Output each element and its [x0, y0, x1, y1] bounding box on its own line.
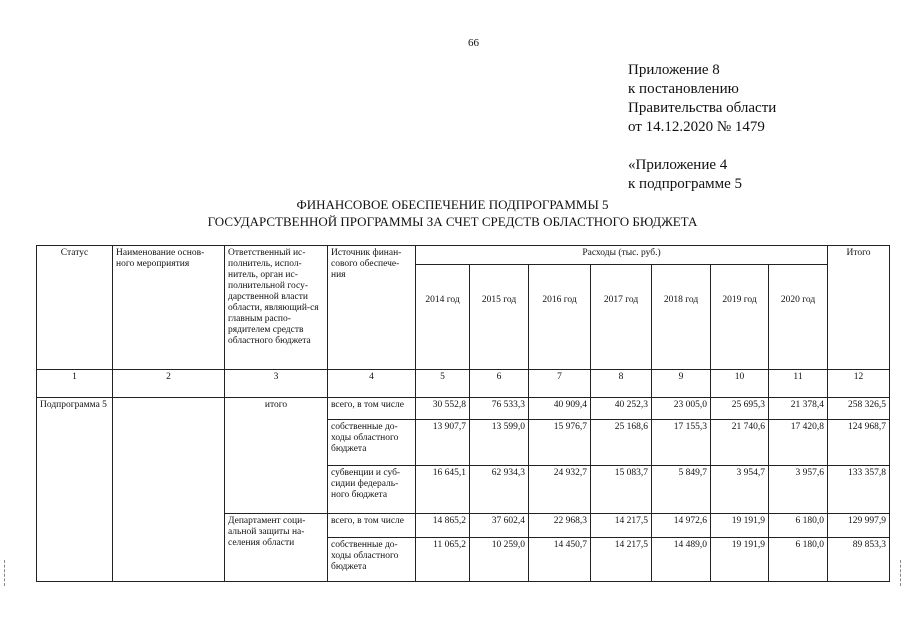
document-title	[0, 196, 905, 230]
scan-margin-mark	[4, 560, 6, 586]
source-cell: собственные до-ходы областного бюджета	[328, 538, 416, 582]
financing-table	[36, 245, 890, 582]
column-number: 1	[37, 370, 113, 398]
value-cell: 14 865,2	[416, 514, 470, 538]
status-cell: Подпрограмма 5	[37, 398, 113, 582]
value-cell: 13 599,0	[470, 420, 529, 466]
value-cell: 23 005,0	[652, 398, 711, 420]
value-cell: 3 954,7	[711, 466, 769, 514]
column-number: 7	[529, 370, 591, 398]
value-cell: 40 909,4	[529, 398, 591, 420]
header-year: 2015 год	[470, 265, 529, 370]
value-cell: 40 252,3	[591, 398, 652, 420]
source-cell: всего, в том числе	[328, 514, 416, 538]
column-number: 11	[769, 370, 828, 398]
column-number: 6	[470, 370, 529, 398]
value-cell: 11 065,2	[416, 538, 470, 582]
value-cell: 14 450,7	[529, 538, 591, 582]
column-number-row	[37, 370, 890, 398]
header-total: Итого	[828, 246, 890, 370]
header-year: 2018 год	[652, 265, 711, 370]
column-number: 10	[711, 370, 769, 398]
value-cell: 6 180,0	[769, 514, 828, 538]
column-number: 4	[328, 370, 416, 398]
title-line-2: ГОСУДАРСТВЕННОЙ ПРОГРАММЫ ЗА СЧЕТ СРЕДСТВ ОБЛАСТНОГО БЮДЖЕТА	[207, 214, 698, 229]
header-source: Источник финан-сового обеспече-ния	[328, 246, 416, 370]
value-cell: 15 976,7	[529, 420, 591, 466]
column-number: 9	[652, 370, 711, 398]
header-row-1	[37, 246, 890, 265]
total-cell: 89 853,3	[828, 538, 890, 582]
value-cell: 5 849,7	[652, 466, 711, 514]
value-cell: 21 378,4	[769, 398, 828, 420]
value-cell: 10 259,0	[470, 538, 529, 582]
value-cell: 25 695,3	[711, 398, 769, 420]
header-year: 2014 год	[416, 265, 470, 370]
value-cell: 3 957,6	[769, 466, 828, 514]
appendix-sub-line: к подпрограмме 5	[628, 176, 742, 192]
activity-cell	[113, 398, 225, 582]
appendix-sub-line: «Приложение 4	[628, 157, 728, 173]
value-cell: 19 191,9	[711, 538, 769, 582]
source-cell: субвенции и суб-сидии федераль-ного бюджета	[328, 466, 416, 514]
appendix-line: к постановлению	[628, 81, 739, 97]
value-cell: 17 420,8	[769, 420, 828, 466]
value-cell: 14 972,6	[652, 514, 711, 538]
header-activity: Наименование основ-ного мероприятия	[113, 246, 225, 370]
value-cell: 24 932,7	[529, 466, 591, 514]
value-cell: 14 489,0	[652, 538, 711, 582]
appendix-block	[628, 61, 776, 194]
value-cell: 37 602,4	[470, 514, 529, 538]
value-cell: 17 155,3	[652, 420, 711, 466]
source-cell: всего, в том числе	[328, 398, 416, 420]
value-cell: 62 934,3	[470, 466, 529, 514]
appendix-line: Правительства области	[628, 100, 777, 116]
appendix-line: от 14.12.2020 № 1479	[628, 119, 765, 135]
column-number: 5	[416, 370, 470, 398]
executor-cell: итого	[225, 398, 328, 514]
value-cell: 19 191,9	[711, 514, 769, 538]
value-cell: 21 740,6	[711, 420, 769, 466]
column-number: 3	[225, 370, 328, 398]
scan-margin-mark	[900, 560, 902, 586]
header-year: 2020 год	[769, 265, 828, 370]
column-number: 8	[591, 370, 652, 398]
value-cell: 22 968,3	[529, 514, 591, 538]
value-cell: 13 907,7	[416, 420, 470, 466]
executor-cell: Департамент соци-альной защиты на-селения области	[225, 514, 328, 582]
header-year: 2017 год	[591, 265, 652, 370]
table-row	[37, 398, 890, 420]
value-cell: 14 217,5	[591, 514, 652, 538]
title-line-1: ФИНАНСОВОЕ ОБЕСПЕЧЕНИЕ ПОДПРОГРАММЫ 5	[296, 197, 609, 212]
value-cell: 15 083,7	[591, 466, 652, 514]
value-cell: 30 552,8	[416, 398, 470, 420]
header-executor: Ответственный ис-полнитель, испол-нитель, орган ис-полнительной госу-дарственной власти области, являющий-ся главным распо-рядителем средств областного бюджета	[225, 246, 328, 370]
column-number: 2	[113, 370, 225, 398]
total-cell: 129 997,9	[828, 514, 890, 538]
appendix-line: Приложение 8	[628, 62, 720, 78]
value-cell: 76 533,3	[470, 398, 529, 420]
value-cell: 14 217,5	[591, 538, 652, 582]
value-cell: 16 645,1	[416, 466, 470, 514]
total-cell: 133 357,8	[828, 466, 890, 514]
header-year: 2019 год	[711, 265, 769, 370]
total-cell: 124 968,7	[828, 420, 890, 466]
value-cell: 6 180,0	[769, 538, 828, 582]
header-expenses: Расходы (тыс. руб.)	[416, 246, 828, 265]
value-cell: 25 168,6	[591, 420, 652, 466]
total-cell: 258 326,5	[828, 398, 890, 420]
header-status: Статус	[37, 246, 113, 370]
page-number: 66	[468, 37, 479, 49]
column-number: 12	[828, 370, 890, 398]
header-year: 2016 год	[529, 265, 591, 370]
source-cell: собственные до-ходы областного бюджета	[328, 420, 416, 466]
